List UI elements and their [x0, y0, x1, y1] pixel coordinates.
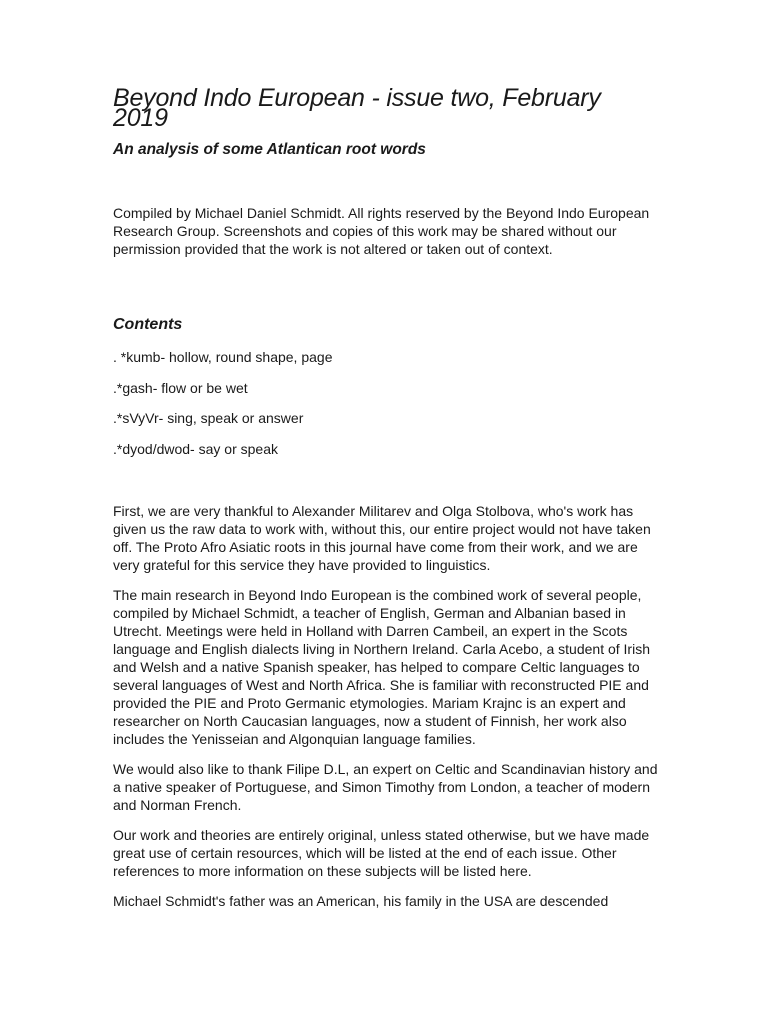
contents-list: [113, 348, 332, 470]
research-team-paragraph: The main research in Beyond Indo European is the combined work of several people, compiled by Michael Schmidt, a teacher of English, German and Albanian based in Utrecht. Meetings were held in Holland with Darren Cambeil, an expert in the Scots language and English dialects living in Northern Ireland. Carla Acebo, a student of Irish and Welsh and a native Spanish speaker, has helped to compare Celtic languages to several languages of West and North Africa. She is familiar with reconstructed PIE and provided the PIE and Proto Germanic etymologies. Mariam Krajnc is an expert and researcher on North Caucasian languages, now a student of Finnish, her work also includes the Yenisseian and Algonquian language families.: [113, 587, 650, 747]
contents-item: .*gash- flow or be wet: [113, 379, 248, 396]
background-paragraph: Michael Schmidt's father was an American, his family in the USA are descended: [113, 893, 609, 909]
originality-paragraph: Our work and theories are entirely original, unless stated otherwise, but we have made great use of certain resources, which will be listed at the end of each issue. Other references to more information on these subjects will be listed here.: [113, 827, 650, 879]
contents-item: .*sVyVr- sing, speak or answer: [113, 410, 304, 426]
body-text: [113, 502, 658, 922]
contents-heading: Contents: [113, 316, 183, 333]
acknowledgement-paragraph: First, we are very thankful to Alexander Militarev and Olga Stolbova, who's work has given us the raw data to work with, without this, our entire project would not have taken off. The Proto Afro Asiatic roots in this journal have come from their work, and we are very grateful for this service they have provided to linguistics.: [113, 503, 651, 573]
contents-item: .*dyod/dwod- say or speak: [113, 440, 278, 457]
contents-item: . *kumb- hollow, round shape, page: [113, 349, 333, 365]
thanks-paragraph: We would also like to thank Filipe D.L, an expert on Celtic and Scandinavian history and a native speaker of Portuguese, and Simon Timothy from London, a teacher of modern and Norman French.: [113, 761, 658, 813]
credits-paragraph: Compiled by Michael Daniel Schmidt. All rights reserved by the Beyond Indo European Research Group. Screenshots and copies of this work may be shared without our permission provided that the work is not altered or taken out of context.: [113, 205, 650, 257]
document-subtitle: An analysis of some Atlantican root words: [113, 141, 426, 158]
document-title: Beyond Indo European - issue two, February 2019: [113, 84, 601, 132]
document-page: [113, 84, 658, 909]
